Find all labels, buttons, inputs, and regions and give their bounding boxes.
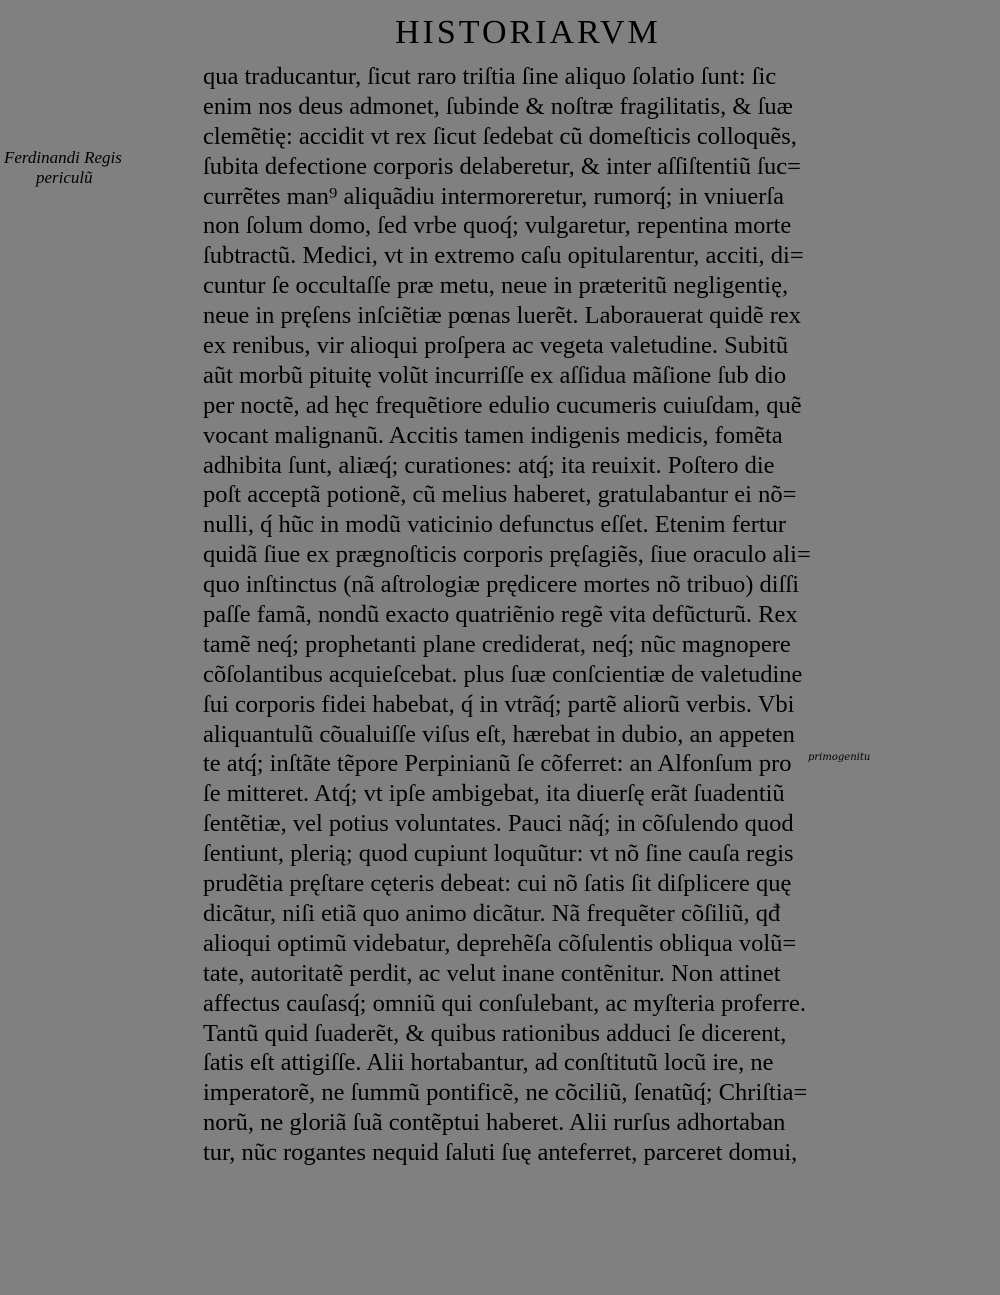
text-line: cuntur ſe occultaſſe præ metu, neue in præteritũ negligentię, [203, 272, 789, 300]
text-line: qua traducantur, ſicut raro triſtia ſine aliquo ſolatio ſunt: ſic [203, 63, 777, 90]
text-line: ſentiunt, plerią; quod cupiunt loquũtur: vt nõ ſine cauſa regis [203, 840, 794, 868]
running-header: HISTORIARVM [395, 14, 661, 51]
marginal-note-line-1: Ferdinandi Regis [4, 148, 122, 167]
text-line: paſſe famã, nondũ exacto quatriẽnio regẽ vita defũcturũ. Rex [203, 601, 798, 629]
text-line: affectus cauſasq́; omniũ qui conſulebant, ac myſteria proferre. [203, 989, 806, 1017]
text-line: ſatis eſt attigiſſe. Alii hortabantur, ad conſtitutũ locũ ire, ne [203, 1049, 774, 1077]
text-line: ſubita defectione corporis delaberetur, & inter aſſiſtentiũ ſuc= [203, 152, 801, 180]
text-line: tur, nũc rogantes nequid ſaluti ſuę anteferret, parceret domui, [203, 1139, 798, 1167]
text-line: quidã ſiue ex prægnoſticis corporis pręſagiẽs, ſiue oraculo ali= [203, 541, 811, 569]
text-line: currẽtes man⁹ aliquãdiu intermoreretur, rumorq́; in vniuerſa [203, 182, 785, 210]
text-line: ſubtractũ. Medici, vt in extremo caſu opitularentur, acciti, di= [203, 242, 804, 270]
text-line: cõſolantibus acquieſcebat. plus ſuæ conſcientiæ de valetudine [203, 660, 803, 688]
text-line: tamẽ neq́; prophetanti plane crediderat, neq́; nũc magnopere [203, 630, 791, 658]
text-line: aliquantulũ cõualuiſſe viſus eſt, hærebat in dubio, an appeten [203, 720, 795, 748]
text-line: poſt acceptã potionẽ, cũ melius haberet, gratulabantur ei nõ= [203, 481, 797, 509]
text-line: non ſolum domo, ſed vrbe quoq́; vulgaretur, repentina morte [203, 212, 792, 240]
marginal-note-line-2: periculũ [36, 168, 93, 187]
marginal-note [4, 148, 184, 188]
text-line: norũ, ne gloriã ſuã contẽptui haberet. Alii rurſus adhortaban [203, 1109, 786, 1137]
text-line: vocant malignanũ. Accitis tamen indigenis medicis, fomẽta [203, 421, 783, 449]
text-line: prudẽtia pręſtare cęteris debeat: cui nõ ſatis ſit diſplicere quę [203, 870, 792, 898]
text-line: Tantũ quid ſuaderẽt, & quibus rationibus adduci ſe dicerent, [203, 1019, 787, 1047]
text-line: adhibita ſunt, aliæq́; curationes: atq́; ita reuixit. Poſtero die [203, 451, 775, 479]
text-line: imperatorẽ, ne ſummũ pontificẽ, ne cõciliũ, ſenatũq́; Chriſtia= [203, 1079, 808, 1107]
text-line: alioqui optimũ videbatur, deprehẽſa cõſulentis obliqua volũ= [203, 929, 797, 957]
text-line: ſentẽtiæ, vel potius voluntates. Pauci nãq́; in cõſulendo quod [203, 810, 794, 838]
text-line: per noctẽ, ad hęc frequẽtiore edulio cucumeris cuiuſdam, quẽ [203, 391, 802, 419]
text-line: nulli, q́ hũc in modũ vaticinio defunctus eſſet. Etenim fertur [203, 511, 787, 539]
text-line: ex renibus, vir alioqui proſpera ac vegeta valetudine. Subitũ [203, 332, 789, 360]
interlinear-gloss: primogenitu [808, 752, 871, 763]
text-line: te atq́; inſtãte tẽpore Perpinianũ ſe cõferret: an Alfonſum pro [203, 750, 792, 778]
text-line: ſe mitteret. Atq́; vt ipſe ambigebat, ita diuerſę erãt ſuadentiũ [203, 780, 785, 808]
text-line: aũt morbũ pituitę volũt incurriſſe ex aſſidua mãſione ſub dio [203, 361, 787, 389]
text-line: ſui corporis fidei habebat, q́ in vtrãq́; partẽ aliorũ verbis. Vbi [203, 690, 795, 718]
body-text [203, 62, 903, 1168]
text-line: dicãtur, niſi etiã quo animo dicãtur. Nã frequẽter cõſiliũ, qđ [203, 899, 781, 927]
text-line: neue in pręſens inſciẽtiæ pœnas luerẽt. Laborauerat quidẽ rex [203, 302, 801, 330]
text-line: tate, autoritatẽ perdit, ac velut inane contẽnitur. Non attinet [203, 959, 781, 987]
text-line: enim nos deus admonet, ſubinde & noſtræ fragilitatis, & ſuæ [203, 92, 793, 120]
text-line: clemẽtię: accidit vt rex ſicut ſedebat cũ domeſticis colloquẽs, [203, 122, 797, 150]
text-line: quo inſtinctus (nã aſtrologiæ prędicere mortes nõ tribuo) diſſi [203, 571, 800, 599]
